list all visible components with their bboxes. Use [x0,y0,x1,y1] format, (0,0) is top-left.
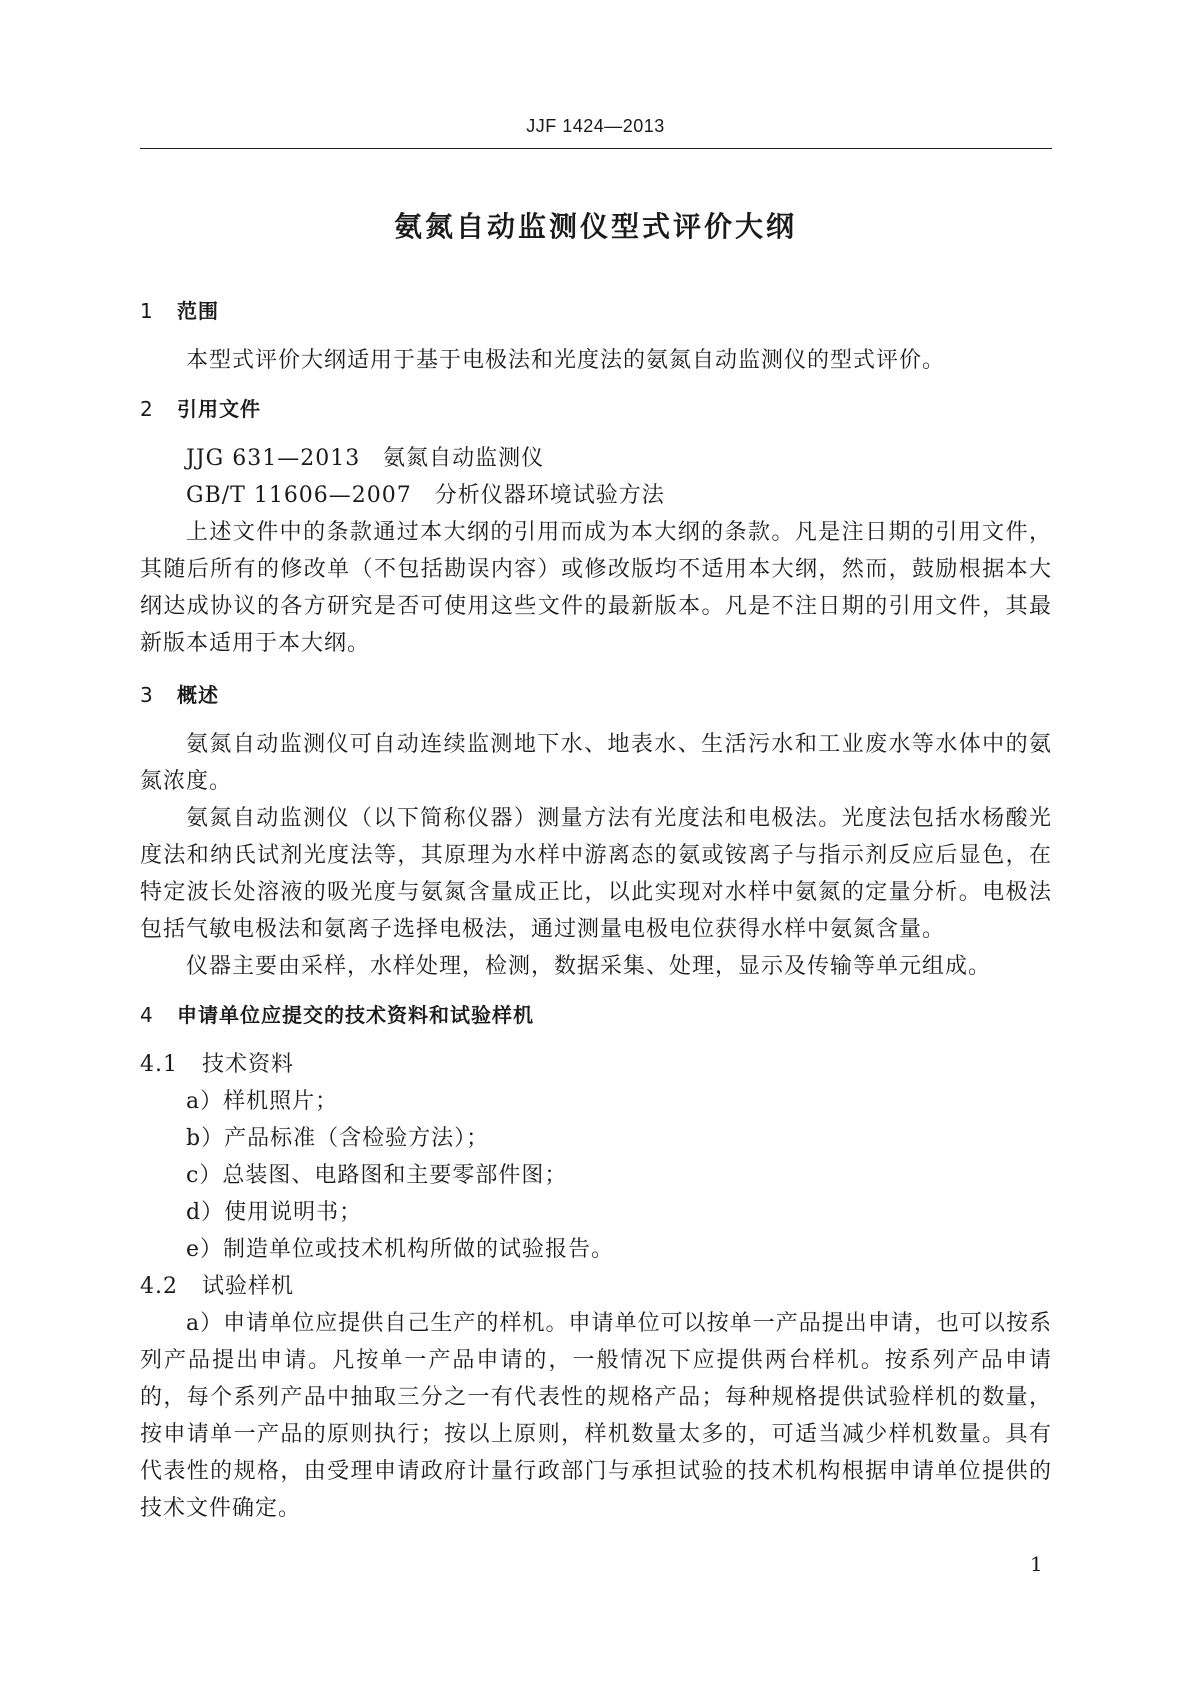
subsection-4-2-heading [140,1268,1052,1305]
section-title: 申请单位应提交的技术资料和试验样机 [177,1003,534,1027]
section-3-heading [140,677,1052,714]
paragraph: 氨氮自动监测仪（以下简称仪器）测量方法有光度法和电极法。光度法包括水杨酸光度法和纳氏试剂光度法等，其原理为水样中游离态的氨或铵离子与指示剂反应后显色，在特定波长处溶液的吸光度与氨氮含量成正比，以此实现对水样中氨氮的定量分析。电极法包括气敏电极法和氨离子选择电极法，通过测量电极电位获得水样中氨氮含量。 [140,806,1052,942]
paragraph: 仪器主要由采样，水样处理，检测，数据采集、处理，显示及传输等单元组成。 [186,954,992,979]
document-title: 氨氮自动监测仪型式评价大纲 [393,210,797,243]
running-header: JJF 1424—2013 [526,116,665,136]
paragraph: 氨氮自动监测仪可自动连续监测地下水、地表水、生活污水和工业废水等水体中的氨氮浓度。 [140,732,1052,794]
reference-item: GB/T 11606—2007 分析仪器环境试验方法 [186,483,665,508]
subsection-number: 4.1 [140,1052,178,1077]
page-number: 1 [1030,1552,1043,1576]
list-item: c）总装图、电路图和主要零部件图； [186,1163,568,1188]
section-number: 4 [140,1003,154,1027]
list-item: e）制造单位或技术机构所做的试验报告。 [186,1237,615,1262]
document-body [140,293,1052,1527]
section-1-heading [140,293,1052,330]
section-2-heading [140,391,1052,428]
section-number: 2 [140,397,154,421]
paragraph: a）申请单位应提供自己生产的样机。申请单位可以按单一产品提出申请，也可以按系列产品提出申请。凡按单一产品申请的，一般情况下应提供两台样机。按系列产品申请的，每个系列产品中抽取三分之一有代表性的规格产品；每种规格提供试验样机的数量，按申请单一产品的原则执行；按以上原则，样机数量太多的，可适当减少样机数量。具有代表性的规格，由受理申请政府计量行政部门与承担试验的技术机构根据申请单位提供的技术文件确定。 [140,1311,1052,1521]
paragraph: 本型式评价大纲适用于基于电极法和光度法的氨氮自动监测仪的型式评价。 [186,348,946,373]
paragraph: 上述文件中的条款通过本大纲的引用而成为本大纲的条款。凡是注日期的引用文件，其随后所有的修改单（不包括勘误内容）或修改版均不适用本大纲，然而，鼓励根据本大纲达成协议的各方研究是否可使用这些文件的最新版本。凡是不注日期的引用文件，其最新版本适用于本大纲。 [140,520,1052,656]
list-item: d）使用说明书； [186,1200,363,1225]
subsection-4-1-heading [140,1046,1052,1083]
list-item: b）产品标准（含检验方法）； [186,1126,490,1151]
list-item: a）样机照片； [186,1089,339,1114]
header-rule [140,148,1052,149]
subsection-title: 试验样机 [202,1274,295,1299]
section-4-heading [140,997,1052,1034]
section-title: 概述 [177,683,219,707]
section-title: 范围 [177,299,219,323]
subsection-number: 4.2 [140,1274,178,1299]
section-number: 1 [140,299,154,323]
section-number: 3 [140,683,154,707]
section-title: 引用文件 [177,397,261,421]
subsection-title: 技术资料 [202,1052,295,1077]
reference-item: JJG 631—2013 氨氮自动监测仪 [186,446,545,471]
